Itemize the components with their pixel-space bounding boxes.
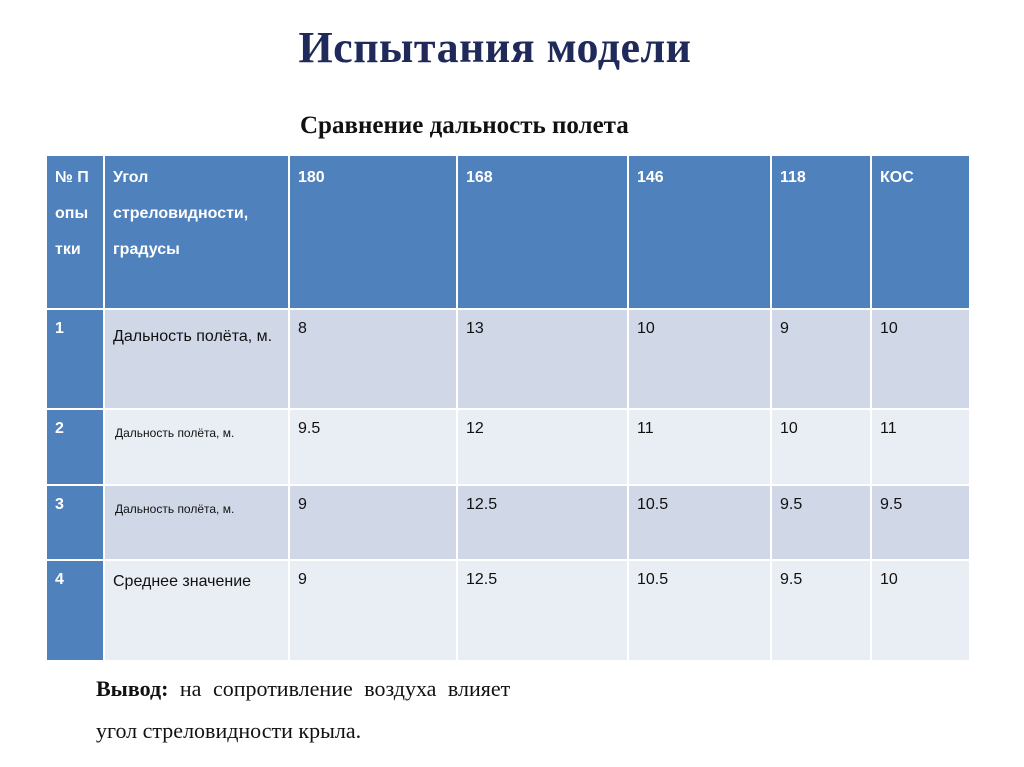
row-value: 12.5	[458, 486, 629, 561]
row-value: 12	[458, 410, 629, 486]
row-value: 10.5	[629, 561, 772, 662]
row-label: Дальность полёта, м.	[105, 410, 290, 486]
header-angle-180: 180	[290, 156, 458, 310]
table-row	[47, 561, 971, 662]
results-table	[47, 156, 971, 662]
row-value: 9	[772, 310, 872, 410]
row-value: 9.5	[872, 486, 971, 561]
row-number: 2	[47, 410, 105, 486]
header-attempt-number: № Попытки	[47, 156, 105, 310]
header-sweep-angle: Угол стреловидности, градусы	[105, 156, 290, 310]
header-angle-168: 168	[458, 156, 629, 310]
table-header-row	[47, 156, 971, 310]
row-value: 9.5	[290, 410, 458, 486]
table-subtitle: Сравнение дальность полета	[300, 112, 629, 139]
header-kos: КОС	[872, 156, 971, 310]
row-number: 1	[47, 310, 105, 410]
row-value: 9.5	[772, 561, 872, 662]
row-value: 11	[629, 410, 772, 486]
row-label: Дальность полёта, м.	[105, 486, 290, 561]
conclusion	[96, 668, 596, 752]
row-value: 12.5	[458, 561, 629, 662]
page-title: Испытания модели	[298, 23, 692, 72]
conclusion-line-1	[96, 668, 596, 710]
header-angle-118: 118	[772, 156, 872, 310]
row-value: 9	[290, 486, 458, 561]
conclusion-heading: Вывод:	[96, 676, 169, 701]
conclusion-text-2: угол стреловидности крыла.	[96, 718, 362, 743]
conclusion-text-1: на сопротивление воздуха влияет	[179, 676, 511, 701]
row-value: 10.5	[629, 486, 772, 561]
table-row	[47, 486, 971, 561]
row-label: Среднее значение	[105, 561, 290, 662]
row-number: 4	[47, 561, 105, 662]
row-value: 10	[872, 310, 971, 410]
row-value: 9	[290, 561, 458, 662]
header-angle-146: 146	[629, 156, 772, 310]
row-value: 10	[629, 310, 772, 410]
row-value: 8	[290, 310, 458, 410]
row-value: 11	[872, 410, 971, 486]
table-row	[47, 310, 971, 410]
row-label: Дальность полёта, м.	[105, 310, 290, 410]
row-value: 10	[772, 410, 872, 486]
row-number: 3	[47, 486, 105, 561]
row-value: 13	[458, 310, 629, 410]
table-row	[47, 410, 971, 486]
row-value: 9.5	[772, 486, 872, 561]
row-value: 10	[872, 561, 971, 662]
